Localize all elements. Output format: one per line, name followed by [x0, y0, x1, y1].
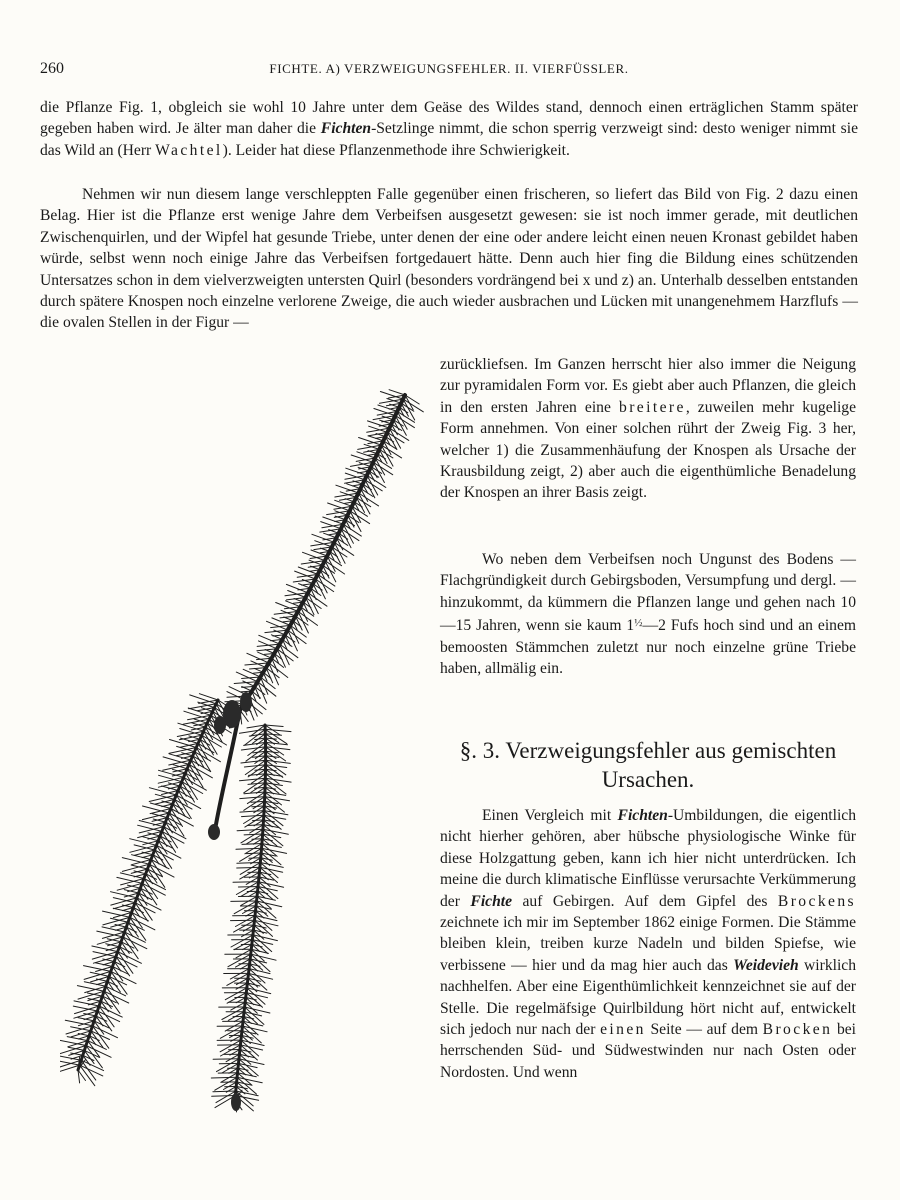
- needle-stroke: [389, 390, 405, 395]
- paragraph-4-text-b: —2 Fufs hoch sind und an einem bemoosten Stämmchen zuletzt nur noch einzelne grüne Triebe haben, allmälig ein.: [440, 617, 856, 678]
- needle-stroke: [212, 1096, 236, 1097]
- needle-stroke: [233, 882, 259, 883]
- needle-stroke: [253, 820, 264, 821]
- bud: [214, 716, 226, 734]
- needle-stroke: [176, 795, 200, 809]
- spruce-branch-illustration: [60, 380, 430, 1140]
- needle-stroke: [263, 829, 289, 834]
- needle-stroke: [276, 603, 298, 612]
- needle-stroke: [250, 825, 264, 833]
- needle-stroke: [264, 811, 288, 815]
- paragraph-1-text-c: -Setzlinge nimmt, die schon sperrig verzweigt sind: desto weniger nimmt sie das Wild an (Herr: [40, 120, 858, 159]
- section-heading: §. 3. Verzweigungsfehler aus gemischten Ursachen.: [459, 738, 837, 792]
- paragraph-5-text-e: auf Gebirgen. Auf dem Gipfel des: [512, 892, 778, 910]
- needle-stroke: [236, 672, 257, 682]
- bud: [208, 824, 220, 840]
- paragraph-3-spaced-breitere: breitere: [619, 398, 686, 416]
- needle-stroke: [155, 794, 174, 799]
- paragraph-5-italic-fichte: Fichte: [470, 892, 513, 910]
- needle-stroke: [74, 1001, 99, 1006]
- paragraph-1-text-a: die Pflanze Fig. 1, obgleich sie wohl 10 Jahre unter dem Geäse des Wildes stand, dennoch einen erträglichen Stamm später gegeben haben wird. Je älter man daher die: [40, 99, 858, 138]
- paragraph-5-italic-fichten: Fichten: [617, 807, 668, 824]
- page-number: 260: [40, 60, 64, 77]
- paragraph-5-text-k: Seite — auf dem: [645, 1021, 763, 1039]
- needle-stroke: [240, 797, 265, 799]
- needle-stroke: [242, 844, 262, 845]
- paragraph-5-text-m: bei herrschenden Süd- und Südwestwinden nur nach Osten oder Nordosten. Und wenn: [440, 1021, 856, 1081]
- needle-stroke: [288, 591, 306, 598]
- paragraph-4: [440, 549, 856, 679]
- paragraph-5-italic-weidevieh: Weidevieh: [733, 956, 799, 974]
- needle-stroke: [103, 917, 130, 925]
- paragraph-3-text-c: , zuweilen mehr kugelige Form annehmen. Von einer solchen rührt der Zweig Fig. 3 her, welcher 1) die Zusammenhäufung der Knospen als Ursache der Krausbildung zeigt, 2) aber auch die eigenthümliche Benadelung der Knospen an ihrer Basis zeigt.: [440, 398, 856, 502]
- needle-stroke: [130, 845, 157, 852]
- needle-stroke: [60, 1060, 80, 1065]
- needle-stroke: [113, 898, 135, 903]
- paragraph-5-text-a: Einen Vergleich mit: [482, 807, 618, 824]
- paragraph-1-italic-fichten: Fichten: [320, 120, 372, 138]
- needle-stroke: [240, 811, 264, 813]
- needle-stroke: [237, 867, 260, 868]
- needle-stroke: [311, 550, 327, 556]
- bud: [240, 692, 252, 712]
- needle-stroke: [122, 864, 149, 871]
- needle-stroke: [213, 1091, 236, 1092]
- needle-stroke: [213, 1059, 239, 1060]
- page-header: [40, 60, 858, 82]
- needle-stroke: [211, 1077, 237, 1078]
- needle-stroke: [242, 815, 264, 816]
- paragraph-5-text-c: -Umbildungen, die eigentlich nicht hierher gehören, aber hübsche physiologische Winke für diese Holzgattung geben, kann ich hier nicht unterdrücken. Ich meine die durch klimatische Einflüsse verursachte Verkümmerung der: [440, 807, 856, 910]
- bud: [231, 1093, 241, 1111]
- needle-stroke: [247, 825, 263, 826]
- paragraph-1: [40, 97, 858, 161]
- needle-stroke: [237, 863, 260, 864]
- needle-stroke: [286, 601, 301, 607]
- paragraph-4-fraction: ½: [634, 617, 643, 630]
- needle-stroke: [387, 399, 401, 404]
- needle-stroke: [132, 855, 152, 860]
- needle-stroke: [181, 738, 199, 743]
- needle-stroke: [150, 803, 171, 809]
- paragraph-4-text-a: Wo neben dem Verbeifsen noch Ungunst des Bodens — Flachgründigkeit durch Gebirgsboden, Versumpfung und dergl. — hinzukommt, da kümmern die Pflanzen lange und gehen nach 10—15 Jahren, wenn sie kaum 1: [440, 551, 856, 635]
- paragraph-3: [440, 354, 856, 504]
- needle-stroke: [95, 963, 112, 967]
- paragraph-5-spaced-brockens: Brockens: [777, 892, 857, 910]
- running-head: FICHTE. A) VERZWEIGUNGSFEHLER. II. VIERFÜSSLER.: [269, 61, 629, 76]
- needle-stroke: [368, 436, 383, 441]
- needle-stroke: [78, 1018, 94, 1021]
- needle-stroke: [244, 834, 263, 835]
- needle-stroke: [60, 1056, 81, 1061]
- paragraph-5-spaced-einen: einen: [600, 1021, 646, 1039]
- needle-stroke: [247, 853, 262, 854]
- needle-stroke: [265, 729, 291, 731]
- needle-stroke: [364, 444, 379, 449]
- needle-stroke: [102, 927, 125, 932]
- needle-stroke: [244, 792, 265, 794]
- needle-stroke: [134, 845, 155, 850]
- paragraph-5-text-i: wirklich nachhelfen. Aber eine Eigenthümlichkeit kennzeichnet sie auf der Stelle. Die regelmäfsige Quirlbildung hört nicht auf, entwickelt sich jedoch nur nach der: [440, 956, 856, 1039]
- paragraph-5-text-g: zeichnete ich mir im September 1862 einige Formen. Die Stämme bleiben klein, treiben kurze Nadeln und bilden Spiefse, wie verbissene — hier und da mag hier auch das: [440, 914, 856, 974]
- needle-stroke: [335, 500, 352, 506]
- paragraph-1-text-e: ). Leider hat diese Pflanzenmethode ihre Schwierigkeit.: [222, 141, 570, 159]
- paragraph-2: Nehmen wir nun diesem lange verschleppten Falle gegenüber einen frischeren, so liefert das Bild von Fig. 2 dazu einen Belag. Hier ist die Pflanze erst wenige Jahre dem Verbeifsen ausgesetzt gewesen: sie ist noch immer gerade, mit deutlichen Zwischenquirlen, und der Wipfel hat gesunde Triebe, unter denen der eine oder andere leicht einen neuen Kronast gebildet haben würde, selbst wenn noch einige Jahre das Verbeifsen fortgedauert hätte. Denn auch hier fing die Bildung eines schützenden Untersatzes schon in dem vielverzweigten untersten Quirl (besonders vordrängend bei x und z) an. Unterhalb desselben entstanden durch spätere Knospen noch einzelne verlorene Zweige, die auch wieder ausbrachen und Lücken mit unangenehmem Harzflufs — die ovalen Stellen in der Figur —: [40, 186, 858, 332]
- needle-stroke: [315, 541, 332, 547]
- paragraph-1-spaced-wachtel: Wachtel: [155, 141, 223, 159]
- paragraph-5: [440, 805, 856, 1083]
- needle-stroke: [236, 848, 262, 849]
- paragraph-3-text-a: zurückliefsen. Im Ganzen herrscht hier also immer die Neigung zur pyramidalen Form vor. Es giebt aber auch Pflanzen, die gleich in den ersten Jahren eine: [440, 356, 856, 416]
- needle-group: [60, 390, 423, 1112]
- needle-stroke: [265, 729, 287, 743]
- paragraph-5-spaced-brocken: Brocken: [762, 1021, 833, 1039]
- needle-stroke: [124, 890, 138, 893]
- needle-stroke: [380, 392, 403, 400]
- needle-stroke: [340, 492, 356, 498]
- needle-stroke: [237, 829, 263, 830]
- needle-stroke: [258, 652, 272, 658]
- needle-stroke: [238, 887, 258, 888]
